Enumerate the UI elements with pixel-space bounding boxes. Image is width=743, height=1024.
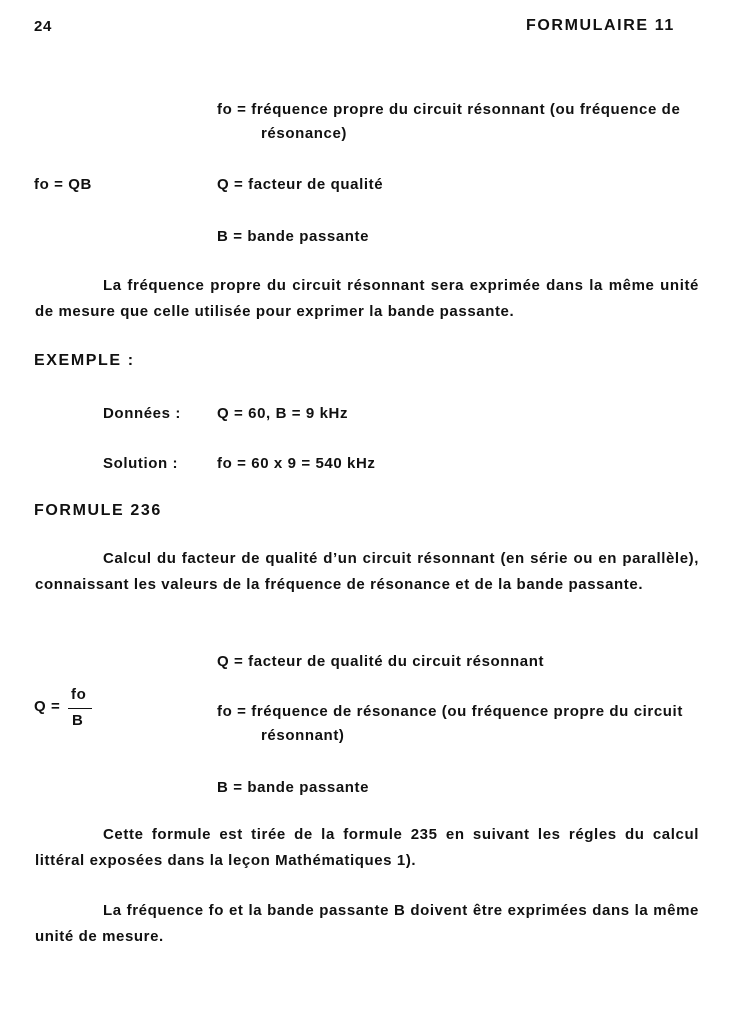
example-solution-value: fo = 60 x 9 = 540 kHz: [217, 455, 376, 472]
formula-236-heading: FORMULE 236: [34, 502, 162, 519]
definition-b-236: B = bande passante: [217, 779, 370, 796]
page-number: 24: [34, 18, 52, 35]
equation-denominator: B: [72, 712, 84, 729]
example-data-value: Q = 60, B = 9 kHz: [217, 405, 349, 422]
example-solution-label: Solution :: [103, 455, 179, 472]
definition-fo: fo = fréquence propre du circuit résonnant (ou fréquence de résonance): [217, 101, 681, 142]
formula-236-equation: [34, 686, 104, 736]
paragraph-derivation: Cette formule est tirée de la formule 235 en suivant les régles du calcul littéral exposées dans la leçon Mathématiques 1).: [35, 826, 699, 869]
definition-q-236: Q = facteur de qualité du circuit résonnant: [217, 653, 545, 670]
formula-235-equation: fo = QB: [34, 176, 92, 193]
fraction-bar: [68, 708, 92, 709]
example-heading: EXEMPLE :: [34, 352, 135, 369]
equation-numerator: fo: [71, 686, 87, 703]
definition-b: B = bande passante: [217, 228, 370, 245]
paragraph-unit-note: La fréquence propre du circuit résonnant sera exprimée dans la même unité de mesure que celle utilisée pour exprimer la bande passante.: [35, 277, 699, 320]
equation-lhs: Q =: [34, 698, 61, 715]
example-data-label: Données :: [103, 405, 181, 422]
formula-236-intro: Calcul du facteur de qualité d’un circuit résonnant (en série ou en parallèle), connaissant les valeurs de la fréquence de résonance et de la bande passante.: [35, 550, 699, 593]
page-header-title: FORMULAIRE 11: [526, 17, 675, 34]
paragraph-units: La fréquence fo et la bande passante B doivent être exprimées dans la même unité de mesure.: [35, 902, 699, 945]
definition-fo-236: fo = fréquence de résonance (ou fréquence propre du circuit résonnant): [217, 703, 683, 744]
definition-q: Q = facteur de qualité: [217, 176, 384, 193]
